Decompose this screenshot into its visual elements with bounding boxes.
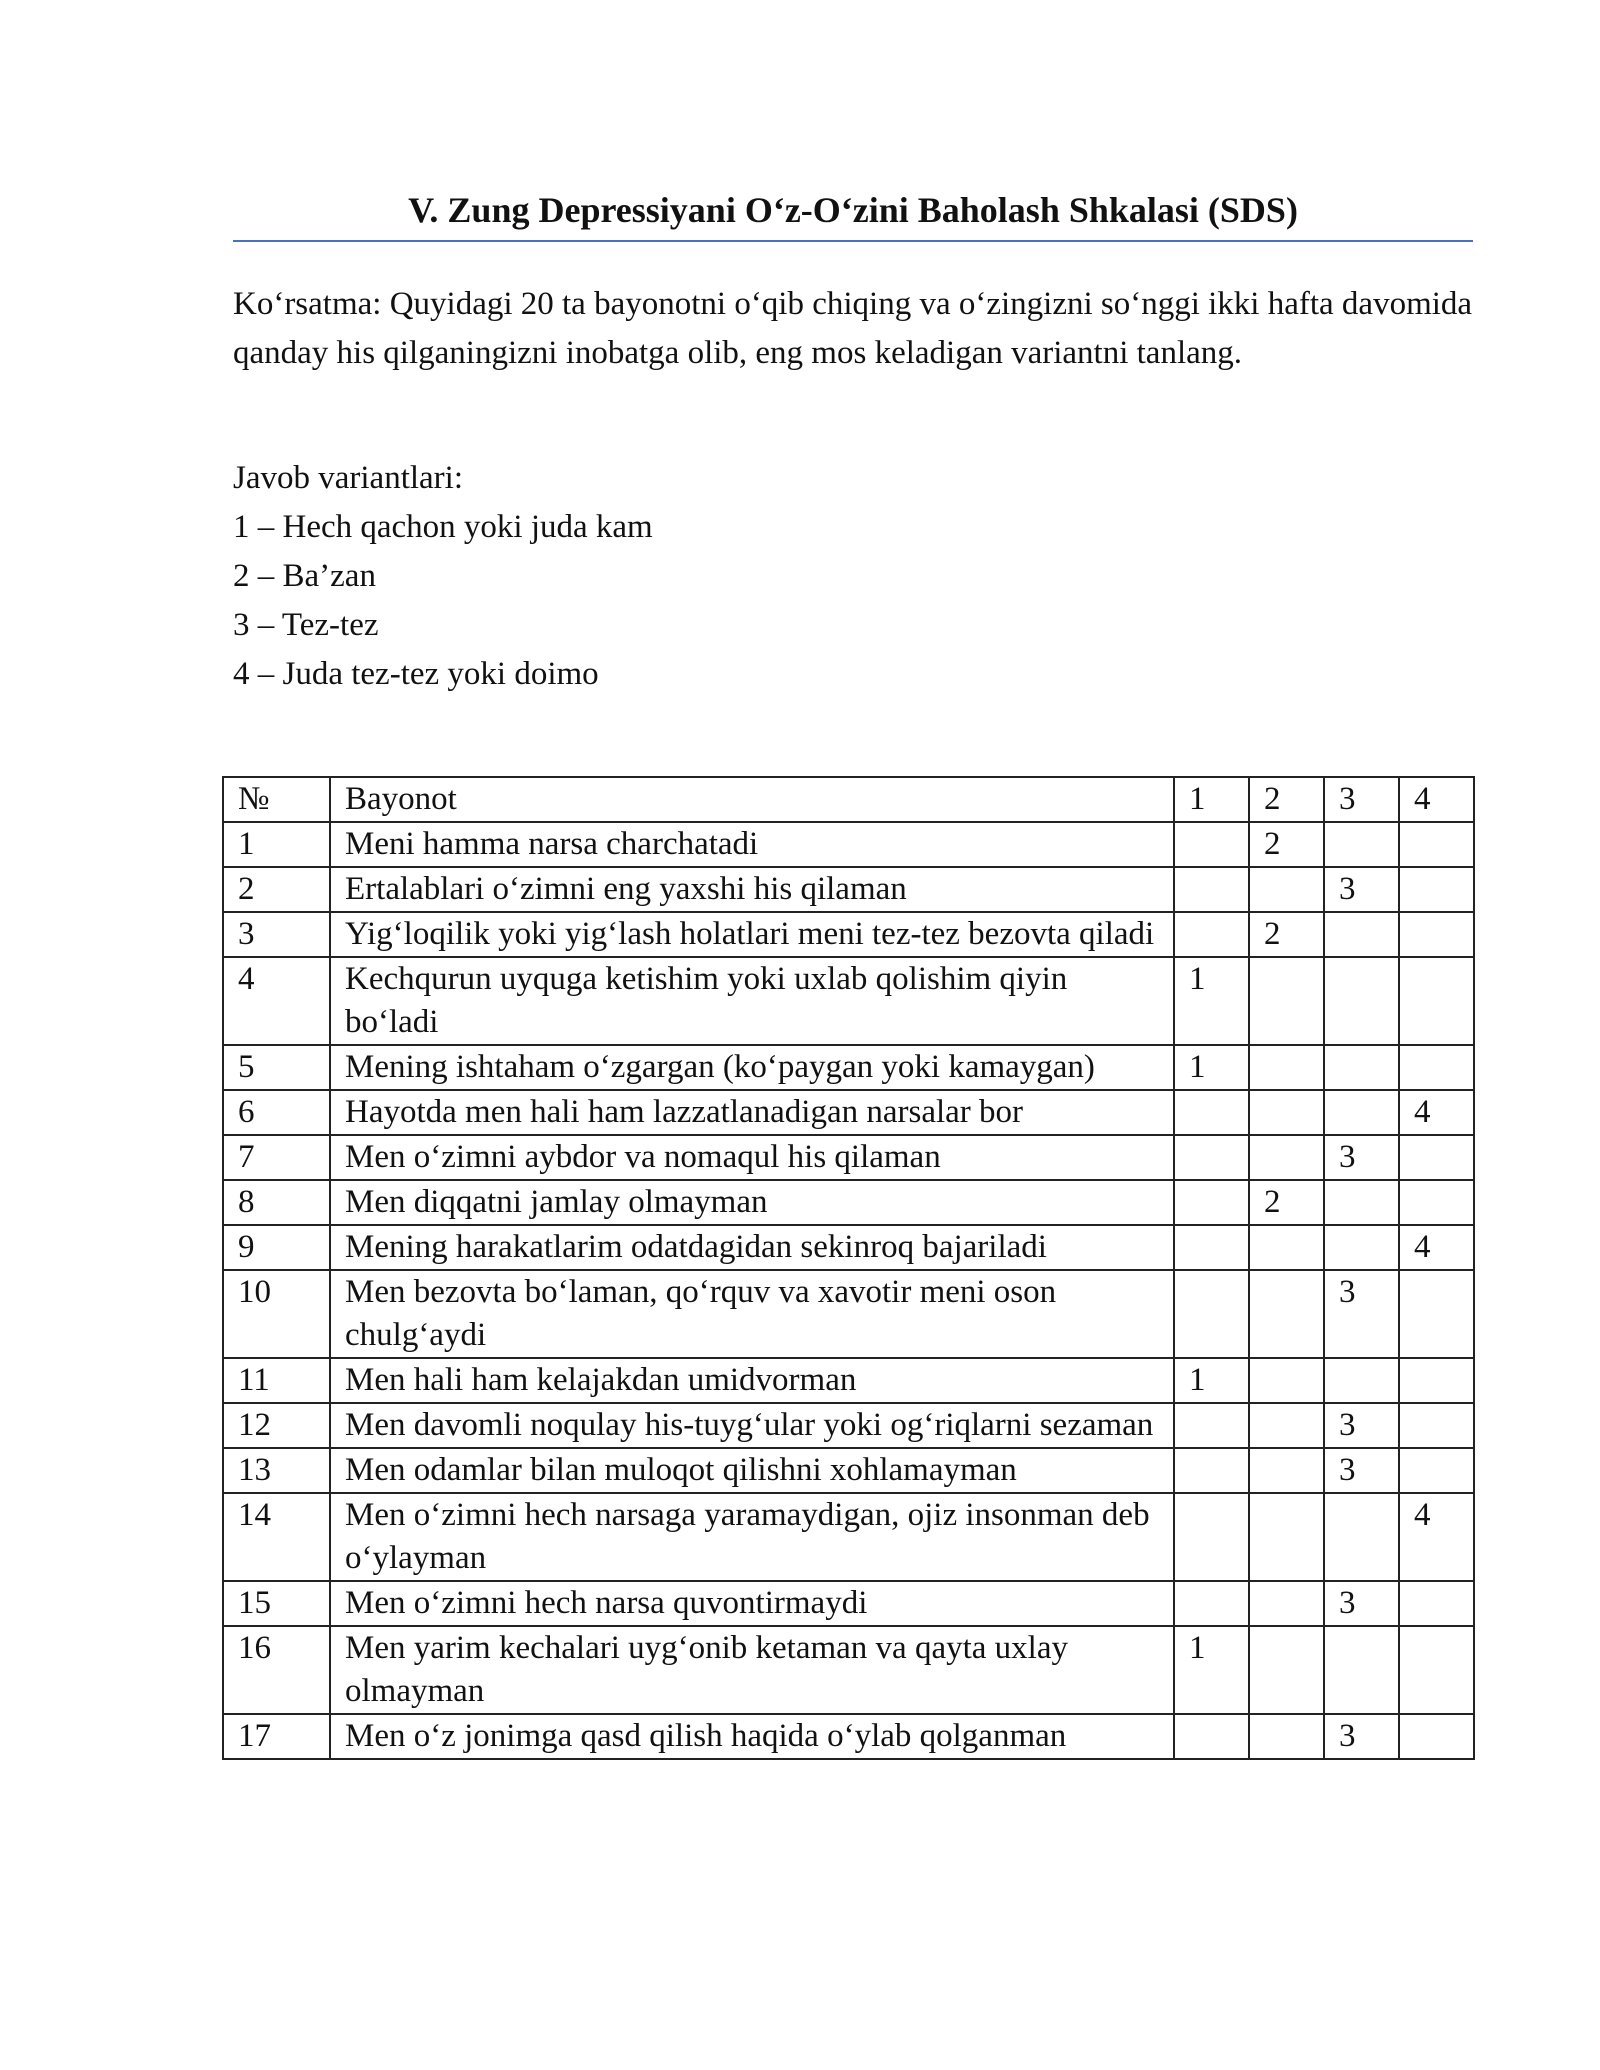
row-answer-3: 3	[1324, 1403, 1399, 1448]
row-answer-1	[1174, 1135, 1249, 1180]
row-answer-2	[1249, 1135, 1324, 1180]
answer-options-heading: Javob variantlari:	[233, 460, 464, 496]
row-answer-1: 1	[1174, 1626, 1249, 1714]
table-row	[223, 822, 1474, 867]
row-number: 2	[223, 867, 330, 912]
row-answer-1	[1174, 1403, 1249, 1448]
row-answer-4	[1399, 1581, 1474, 1626]
row-answer-1	[1174, 1493, 1249, 1581]
row-answer-4	[1399, 957, 1474, 1045]
table-row	[223, 1358, 1474, 1403]
table-row	[223, 1714, 1474, 1759]
table-header-row	[223, 777, 1474, 822]
statements-table	[222, 776, 1475, 1760]
title-underline	[233, 240, 1473, 242]
answer-option: 1 – Hech qachon yoki juda kam	[233, 509, 653, 545]
answer-option: 3 – Tez-tez	[233, 607, 379, 643]
row-answer-1	[1174, 1090, 1249, 1135]
row-statement: Hayotda men hali ham lazzatlanadigan narsalar bor	[330, 1090, 1174, 1135]
row-answer-4	[1399, 822, 1474, 867]
row-answer-3	[1324, 1045, 1399, 1090]
table-row	[223, 867, 1474, 912]
table-row	[223, 1045, 1474, 1090]
row-number: 3	[223, 912, 330, 957]
table-row	[223, 1225, 1474, 1270]
row-number: 7	[223, 1135, 330, 1180]
row-answer-2	[1249, 1270, 1324, 1358]
row-answer-1	[1174, 1225, 1249, 1270]
row-answer-1: 1	[1174, 957, 1249, 1045]
table-row	[223, 912, 1474, 957]
table-row	[223, 1090, 1474, 1135]
row-answer-3: 3	[1324, 867, 1399, 912]
row-answer-2	[1249, 1626, 1324, 1714]
row-statement: Ertalablari o‘zimni eng yaxshi his qilaman	[330, 867, 1174, 912]
row-answer-3	[1324, 1358, 1399, 1403]
row-number: 11	[223, 1358, 330, 1403]
row-answer-3	[1324, 1493, 1399, 1581]
row-answer-4	[1399, 1270, 1474, 1358]
row-answer-1	[1174, 1448, 1249, 1493]
row-answer-2	[1249, 1090, 1324, 1135]
row-answer-3: 3	[1324, 1135, 1399, 1180]
row-statement: Men o‘zimni hech narsa quvontirmaydi	[330, 1581, 1174, 1626]
row-answer-1	[1174, 1180, 1249, 1225]
table-row	[223, 957, 1474, 1045]
row-answer-3	[1324, 912, 1399, 957]
table-body	[223, 822, 1474, 1759]
header-option-2: 2	[1249, 777, 1324, 822]
row-answer-3	[1324, 1626, 1399, 1714]
row-statement: Meni hamma narsa charchatadi	[330, 822, 1174, 867]
row-statement: Yig‘loqilik yoki yig‘lash holatlari meni tez-tez bezovta qiladi	[330, 912, 1174, 957]
row-answer-3	[1324, 1180, 1399, 1225]
row-answer-2	[1249, 1581, 1324, 1626]
row-answer-1	[1174, 1714, 1249, 1759]
answer-option: 4 – Juda tez-tez yoki doimo	[233, 656, 599, 692]
row-number: 15	[223, 1581, 330, 1626]
row-answer-4	[1399, 1626, 1474, 1714]
row-answer-3	[1324, 957, 1399, 1045]
row-answer-1	[1174, 822, 1249, 867]
row-statement: Men bezovta bo‘laman, qo‘rquv va xavotir meni oson chulg‘aydi	[330, 1270, 1174, 1358]
row-number: 4	[223, 957, 330, 1045]
row-statement: Men o‘zimni aybdor va nomaqul his qilaman	[330, 1135, 1174, 1180]
row-answer-3	[1324, 822, 1399, 867]
row-number: 12	[223, 1403, 330, 1448]
row-number: 13	[223, 1448, 330, 1493]
table-row	[223, 1403, 1474, 1448]
row-number: 1	[223, 822, 330, 867]
row-answer-2: 2	[1249, 912, 1324, 957]
row-answer-3: 3	[1324, 1714, 1399, 1759]
row-answer-1: 1	[1174, 1358, 1249, 1403]
row-answer-4: 4	[1399, 1493, 1474, 1581]
table-row	[223, 1493, 1474, 1581]
row-answer-4: 4	[1399, 1225, 1474, 1270]
row-answer-4	[1399, 912, 1474, 957]
table-row	[223, 1581, 1474, 1626]
table-row	[223, 1626, 1474, 1714]
row-number: 8	[223, 1180, 330, 1225]
table-row	[223, 1448, 1474, 1493]
header-option-3: 3	[1324, 777, 1399, 822]
row-answer-1	[1174, 912, 1249, 957]
row-answer-4	[1399, 1714, 1474, 1759]
header-number: №	[223, 777, 330, 822]
row-answer-2	[1249, 957, 1324, 1045]
row-answer-3: 3	[1324, 1448, 1399, 1493]
row-answer-1	[1174, 1581, 1249, 1626]
row-number: 17	[223, 1714, 330, 1759]
table-row	[223, 1135, 1474, 1180]
row-statement: Men o‘z jonimga qasd qilish haqida o‘ylab qolganman	[330, 1714, 1174, 1759]
row-answer-2	[1249, 1493, 1324, 1581]
row-answer-2	[1249, 1225, 1324, 1270]
row-answer-2: 2	[1249, 822, 1324, 867]
row-number: 5	[223, 1045, 330, 1090]
row-statement: Men hali ham kelajakdan umidvorman	[330, 1358, 1174, 1403]
row-answer-2	[1249, 1045, 1324, 1090]
row-answer-2	[1249, 1403, 1324, 1448]
row-answer-3: 3	[1324, 1270, 1399, 1358]
row-statement: Men davomli noqulay his-tuyg‘ular yoki og‘riqlarni sezaman	[330, 1403, 1174, 1448]
row-answer-4	[1399, 867, 1474, 912]
row-answer-4	[1399, 1403, 1474, 1448]
instruction-text: Ko‘rsatma: Quyidagi 20 ta bayonotni o‘qib chiqing va o‘zingizni so‘nggi ikki hafta davomida qanday his qilganingizni inobatga olib, eng mos keladigan variantni tanlang.	[233, 286, 1473, 371]
row-answer-3	[1324, 1225, 1399, 1270]
document-title: V. Zung Depressiyani O‘z-O‘zini Baholash Shkalasi (SDS)	[408, 190, 1298, 230]
table-row	[223, 1270, 1474, 1358]
row-answer-2	[1249, 1448, 1324, 1493]
row-number: 14	[223, 1493, 330, 1581]
header-statement: Bayonot	[330, 777, 1174, 822]
answer-option: 2 – Ba’zan	[233, 558, 376, 594]
row-answer-4: 4	[1399, 1090, 1474, 1135]
row-statement: Mening ishtaham o‘zgargan (ko‘paygan yoki kamaygan)	[330, 1045, 1174, 1090]
row-answer-2	[1249, 1358, 1324, 1403]
row-answer-2: 2	[1249, 1180, 1324, 1225]
row-statement: Mening harakatlarim odatdagidan sekinroq bajariladi	[330, 1225, 1174, 1270]
row-statement: Men diqqatni jamlay olmayman	[330, 1180, 1174, 1225]
row-answer-3: 3	[1324, 1581, 1399, 1626]
row-answer-3	[1324, 1090, 1399, 1135]
row-answer-4	[1399, 1358, 1474, 1403]
row-number: 10	[223, 1270, 330, 1358]
row-number: 16	[223, 1626, 330, 1714]
row-answer-1	[1174, 867, 1249, 912]
row-answer-2	[1249, 867, 1324, 912]
row-statement: Men yarim kechalari uyg‘onib ketaman va qayta uxlay olmayman	[330, 1626, 1174, 1714]
row-answer-4	[1399, 1180, 1474, 1225]
header-option-4: 4	[1399, 777, 1474, 822]
table-row	[223, 1180, 1474, 1225]
row-answer-4	[1399, 1135, 1474, 1180]
row-answer-4	[1399, 1448, 1474, 1493]
row-answer-1	[1174, 1270, 1249, 1358]
row-statement: Kechqurun uyquga ketishim yoki uxlab qolishim qiyin bo‘ladi	[330, 957, 1174, 1045]
answer-options-block	[233, 454, 1133, 699]
row-number: 6	[223, 1090, 330, 1135]
row-statement: Men odamlar bilan muloqot qilishni xohlamayman	[330, 1448, 1174, 1493]
header-option-1: 1	[1174, 777, 1249, 822]
row-statement: Men o‘zimni hech narsaga yaramaydigan, ojiz insonman deb o‘ylayman	[330, 1493, 1174, 1581]
row-number: 9	[223, 1225, 330, 1270]
row-answer-2	[1249, 1714, 1324, 1759]
row-answer-1: 1	[1174, 1045, 1249, 1090]
row-answer-4	[1399, 1045, 1474, 1090]
